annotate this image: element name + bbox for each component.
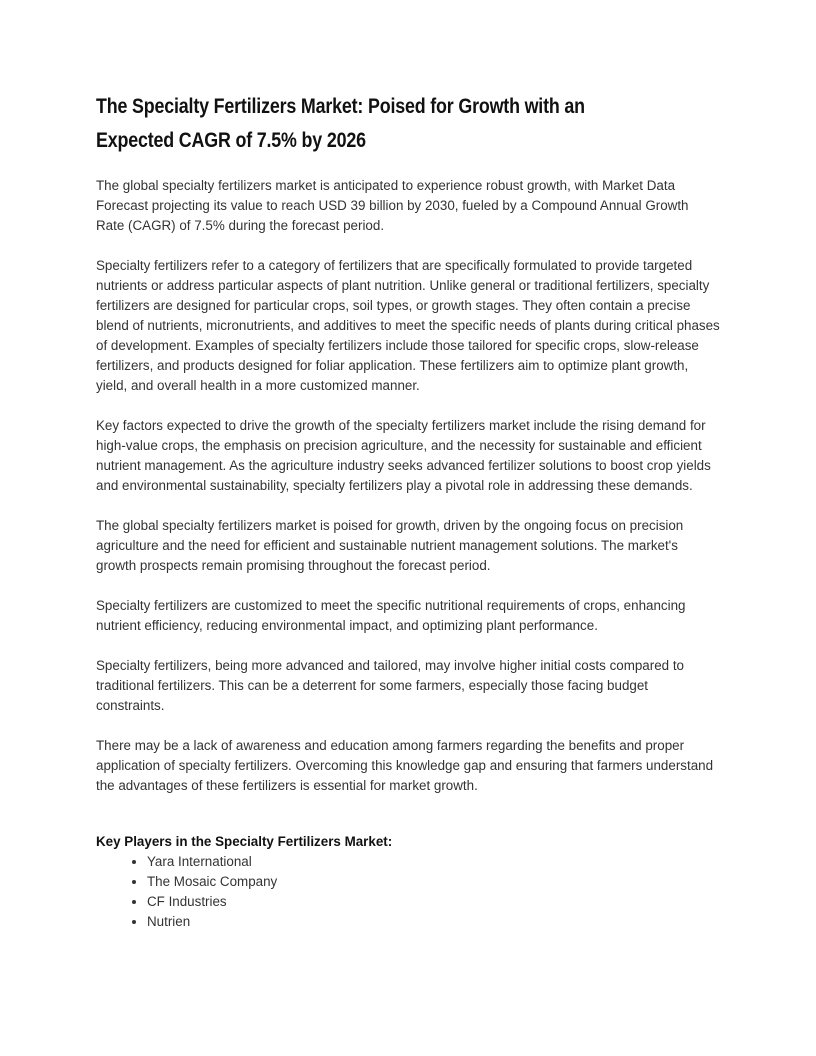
key-players-list [96,852,720,932]
page-title-line-2: Expected CAGR of 7.5% by 2026 [96,129,366,152]
paragraph-costs: Specialty fertilizers, being more advanced and tailored, may involve higher initial costs compared to traditional fertilizers. This can be a deterrent for some farmers, especially those facing budget constraints. [96,658,684,713]
page-title [96,90,720,158]
page-title-line-1: The Specialty Fertilizers Market: Poised for Growth with an [96,95,585,118]
paragraph-awareness: There may be a lack of awareness and education among farmers regarding the benefits and proper application of specialty fertilizers. Overcoming this knowledge gap and ensuring that farmers understand the advantages of these fertilizers is essential for market growth. [96,738,714,793]
list-item-yara-international: • Yara International [147,852,720,872]
list-item-mosaic-company: • The Mosaic Company [147,872,720,892]
paragraph-customization: Specialty fertilizers are customized to meet the specific nutritional requirements of crops, enhancing nutrient efficiency, reducing environmental impact, and optimizing plant performance. [96,598,686,633]
paragraph-key-factors: Key factors expected to drive the growth of the specialty fertilizers market include the rising demand for high-value crops, the emphasis on precision agriculture, and the necessity for sustainable and efficient nutrient management. As the agriculture industry seeks advanced fertilizer solutions to boost crop yields and environmental sustainability, specialty fertilizers play a pivotal role in addressing these demands. [96,418,711,493]
key-players-heading: Key Players in the Specialty Fertilizers Market: [96,834,393,849]
list-item-nutrien: • Nutrien [147,912,720,932]
paragraph-market-forecast: The global specialty fertilizers market is anticipated to experience robust growth, with Market Data Forecast projecting its value to reach USD 39 billion by 2030, fueled by a Compound Annual Growth Rate (CAGR) of 7.5% during the forecast period. [96,178,689,233]
paragraph-definition: Specialty fertilizers refer to a category of fertilizers that are specifically formulated to provide targeted nutrients or address particular aspects of plant nutrition. Unlike general or traditional fertilizers, specialty fertilizers are designed for particular crops, soil types, or growth stages. They often contain a precise blend of nutrients, micronutrients, and additives to meet the specific needs of plants during critical phases of development. Examples of specialty fertilizers include those tailored for specific crops, slow-release fertilizers, and products designed for foliar application. These fertilizers aim to optimize plant growth, yield, and overall health in a more customized manner. [96,258,720,393]
list-item-cf-industries: • CF Industries [147,892,720,912]
paragraph-growth-outlook: The global specialty fertilizers market is poised for growth, driven by the ongoing focus on precision agriculture and the need for efficient and sustainable nutrient management solutions. The market's growth prospects remain promising throughout the forecast period. [96,518,684,573]
